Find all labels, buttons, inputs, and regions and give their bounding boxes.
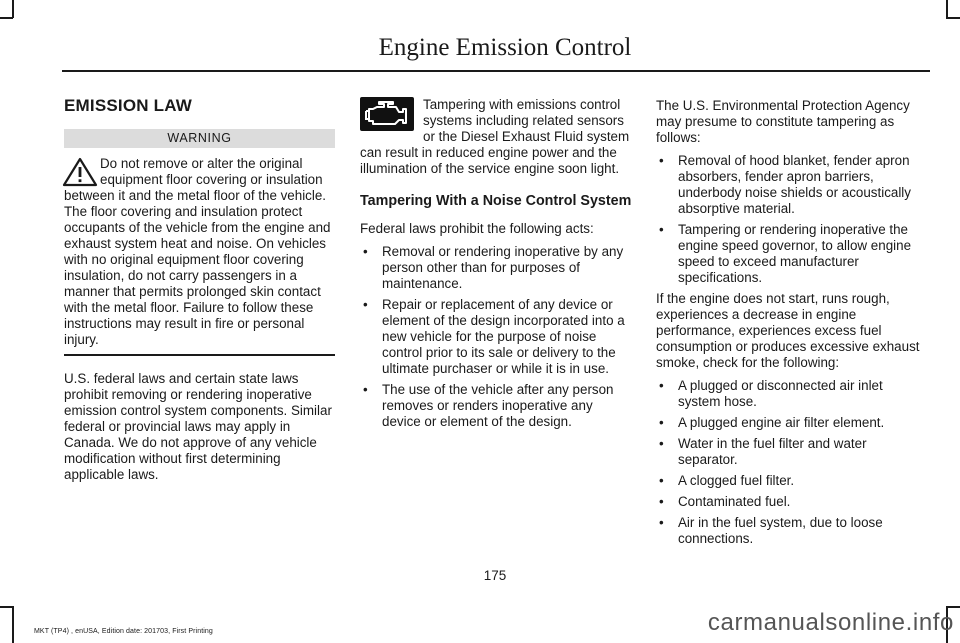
list-item: • Repair or replacement of any device or element of the design incorporated into a new vehicle for the purpose of noise control prior to its sale or delivery to the ultimate purchaser or while it is in use. — [360, 297, 632, 377]
page-number: 175 — [483, 568, 507, 583]
column-middle — [360, 0, 632, 430]
warning-triangle-icon — [62, 157, 98, 187]
tampering-text-block — [360, 97, 632, 177]
section-title: EMISSION LAW — [64, 96, 193, 115]
warning-text: Do not remove or alter the original equipment floor covering or insulation between it and the metal floor of the vehicle. The floor covering and insulation protect occupants of the vehicle from the engine and exhaust system heat and noise. On vehicles with no original equipment floor covering insulation, do not carry passengers in a manner that permits prolonged skin contact with the metal floor. Failure to follow these instructions may result in fire or personal injury. — [64, 156, 331, 347]
list-item: • Removal of hood blanket, fender apron absorbers, fender apron barriers, underbody noise shields or acoustically absorptive material. — [656, 153, 928, 217]
engine-check-list — [656, 378, 928, 547]
crop-mark-bottom-right-h — [946, 606, 960, 608]
federal-acts-list — [360, 244, 632, 430]
emission-law-text: U.S. federal laws and certain state laws prohibit removing or rendering inoperative emission control system components. Similar federal or provincial laws may apply in Canada. We do not approve of any vehicle modification without first determining applicable laws. — [64, 370, 332, 482]
list-item: • The use of the vehicle after any person removes or renders inoperative any device or element of the design. — [360, 382, 632, 430]
column-left — [64, 0, 335, 483]
list-item: • A clogged fuel filter. — [656, 473, 928, 489]
page-title: Engine Emission Control — [378, 34, 632, 61]
edition-info: MKT (TP4) , enUSA, Edition date: 201703, First Printing — [34, 628, 213, 635]
list-item: • A plugged engine air filter element. — [656, 415, 928, 431]
list-item: • Contaminated fuel. — [656, 494, 928, 510]
warning-text-block — [64, 156, 335, 348]
list-item: • A plugged or disconnected air inlet system hose. — [656, 378, 928, 410]
epa-tampering-list — [656, 153, 928, 286]
warning-end-rule — [64, 354, 335, 356]
warning-label: WARNING — [64, 129, 335, 148]
epa-intro: The U.S. Environmental Protection Agency may presume to constitute tampering as follows: — [656, 98, 910, 145]
noise-control-heading: Tampering With a Noise Control System — [360, 193, 632, 209]
column-right — [656, 0, 928, 547]
crop-mark-bottom-left-v — [12, 606, 14, 643]
crop-mark-top-left-h — [0, 17, 13, 19]
tampering-text: Tampering with emissions control systems including related sensors or the Diesel Exhaust Fluid system can result in reduced engine power and the illumination of the service engine soon light. — [360, 97, 630, 176]
federal-intro: Federal laws prohibit the following acts: — [360, 221, 594, 236]
crop-mark-top-left-v — [12, 0, 14, 18]
list-item: • Removal or rendering inoperative by any person other than for purposes of maintenance. — [360, 244, 632, 292]
crop-mark-top-right-v — [946, 0, 948, 18]
crop-mark-bottom-left-h — [0, 606, 13, 608]
engine-check-intro: If the engine does not start, runs rough, experiences a decrease in engine performance, experiences excess fuel consumption or produces excessive exhaust smoke, check for the following: — [656, 291, 920, 370]
list-item: • Air in the fuel system, due to loose connections. — [656, 515, 928, 547]
list-item: • Tampering or rendering inoperative the engine speed governor, to allow engine speed to exceed manufacturer specifications. — [656, 222, 928, 286]
list-item: • Water in the fuel filter and water separator. — [656, 436, 928, 468]
check-engine-icon — [360, 97, 414, 131]
crop-mark-top-right-h — [946, 17, 960, 19]
watermark: carmanualsonline.info — [707, 609, 954, 636]
